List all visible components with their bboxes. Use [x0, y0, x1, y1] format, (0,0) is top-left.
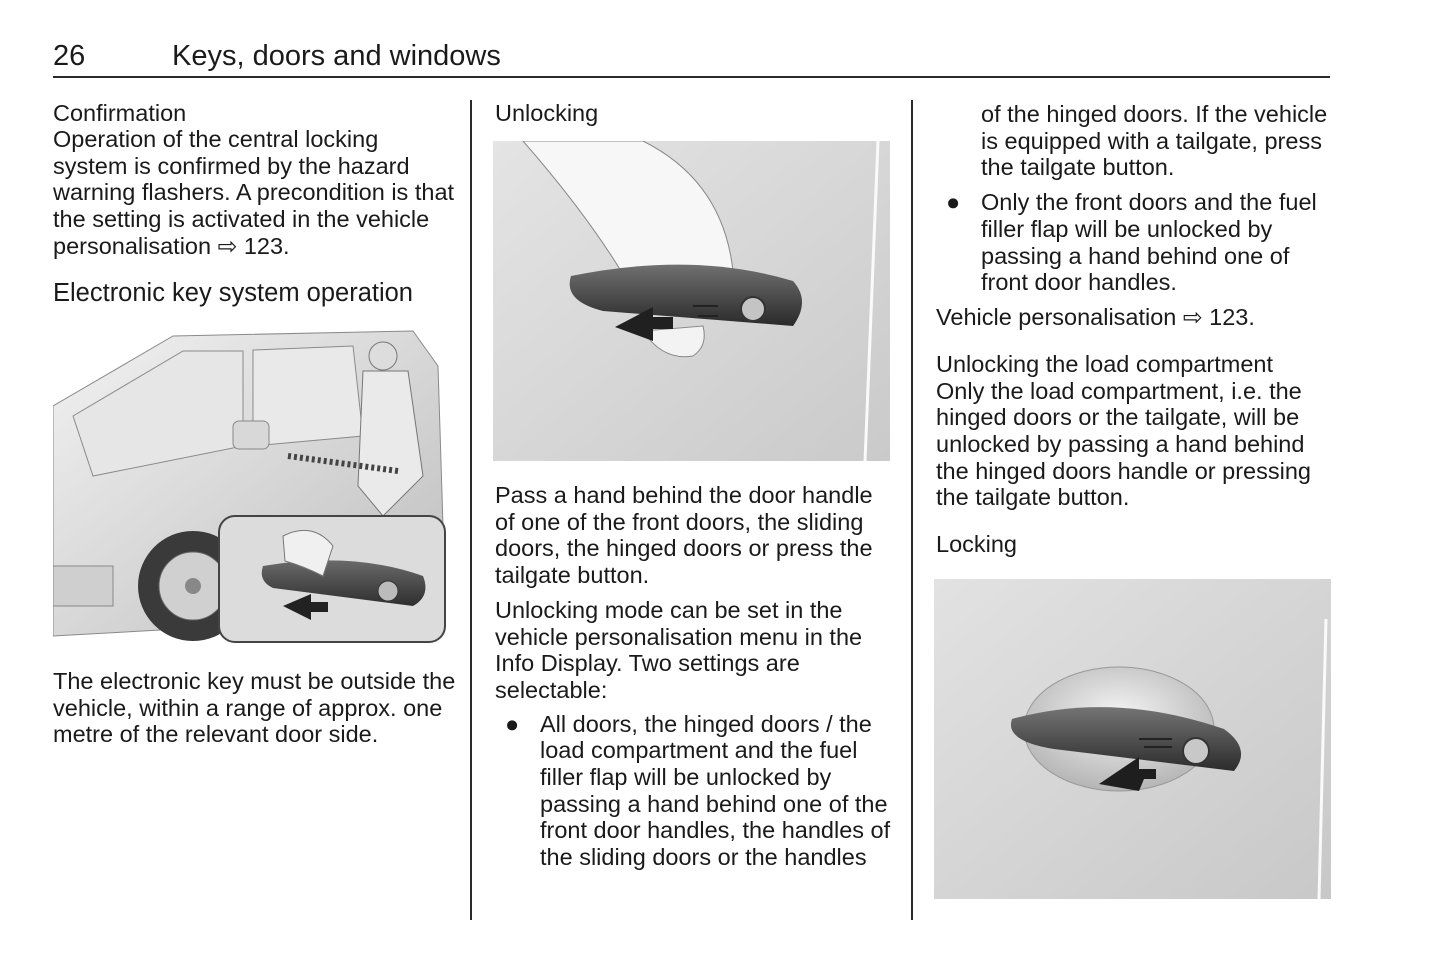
- unlocking-para-1: Pass a hand behind the door handle of one of the front doors, the sliding doors, the hinged doors or press the tailgate button.: [495, 482, 873, 589]
- eks-text: The electronic key must be outside the vehicle, within a range of approx. one metre of the relevant door side.: [53, 668, 456, 748]
- unlocking-hand-handle-illustration: [493, 141, 890, 461]
- bullet-1-continued-text: of the hinged doors. If the vehicle is equipped with a tailgate, press the tailgate button.: [981, 101, 1328, 181]
- column-1: [53, 100, 458, 308]
- bullet-1-text: All doors, the hinged doors / the load compartment and the fuel filler flap will be unlocked by passing a hand behind one of the front door handles, the handles of the sliding doors or the handles: [540, 710, 891, 871]
- column-2-text: [495, 482, 895, 871]
- page-number: 26: [53, 40, 86, 72]
- bullet-dot: ●: [505, 710, 520, 737]
- confirmation-heading: Confirmation: [53, 100, 187, 126]
- eks-heading: Electronic key system operation: [53, 278, 413, 307]
- bullet-2-text: Only the front doors and the fuel filler flap will be unlocked by passing a hand behind one of front door handles.: [981, 189, 1317, 296]
- bullet-item-1: [495, 711, 895, 871]
- locking-heading: Locking: [936, 531, 1017, 558]
- unlocking-heading: Unlocking: [495, 100, 599, 126]
- column-divider-2: [911, 100, 913, 920]
- load-compartment-text: Only the load compartment, i.e. the hinged doors or the tailgate, will be unlocked by passing a hand behind the hinged doors handle or pressing the tailgate button.: [936, 377, 1311, 511]
- column-2: [495, 100, 895, 127]
- header-rule: [53, 76, 1330, 78]
- page-title: Keys, doors and windows: [172, 40, 501, 72]
- locking-handle-illustration: [934, 579, 1331, 899]
- vehicle-personalisation-ref: Vehicle personalisation ⇨ 123.: [936, 303, 1255, 330]
- van-keyless-illustration: [53, 326, 448, 646]
- column-1-bottom: [53, 668, 458, 748]
- bullet-dot: ●: [946, 189, 961, 216]
- confirmation-text: Operation of the central locking system is confirmed by the hazard warning flashers. A precondition is that the setting is activated in the vehicle personalisation ⇨ 123.: [53, 126, 455, 259]
- column-3: [936, 101, 1336, 558]
- bullet-item-2: [936, 189, 1336, 296]
- load-compartment-heading: Unlocking the load compartment: [936, 350, 1274, 377]
- column-divider-1: [470, 100, 472, 920]
- bullet-item-1-continued: [936, 101, 1336, 181]
- unlocking-para-2: Unlocking mode can be set in the vehicle personalisation menu in the Info Display. Two settings are selectable:: [495, 596, 863, 703]
